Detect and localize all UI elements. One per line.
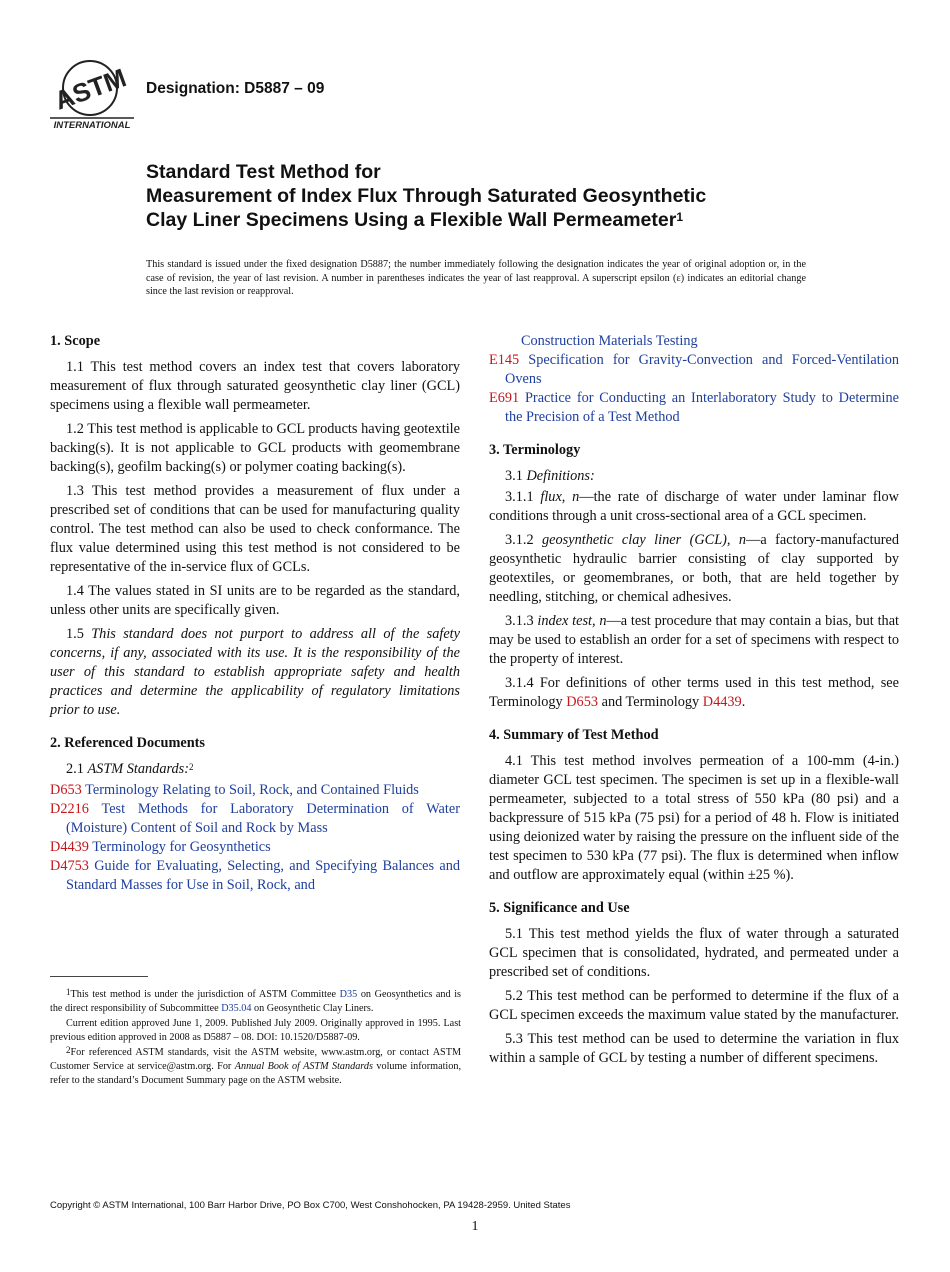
footnote-2-text-a: For referenced ASTM standards, visit the ASTM website, www.astm.org, or contact ASTM Customer Service at service@astm.org. For xyxy=(50,1047,461,1072)
footnote-2-italic: Annual Book of ASTM Standards xyxy=(234,1060,373,1072)
term-name: index test, n xyxy=(537,613,607,629)
significance-heading: 5. Significance and Use xyxy=(489,900,630,916)
ref-title: Terminology for Geosynthetics xyxy=(92,839,271,855)
term-text: —a test procedure that may contain a bias, but that may be used to establish an order for a set of specimens with respect to the property of interest. xyxy=(489,613,900,667)
definitions-num: 3.1 xyxy=(505,468,523,484)
issue-notice: This standard is issued under the fixed designation D5887; the number immediately following the designation indicates the year of original adoption or, in the case of revision, the year of last revision. A number in parentheses indicates the year of last reapproval. A superscript epsilon (ε) indicates an editorial change since the last revision or reapproval. xyxy=(146,259,806,297)
term-other-text-a: 3.1.4 For definitions of other terms used in this test method, see Terminology xyxy=(489,675,899,710)
ref-code: E691 xyxy=(489,390,520,406)
copyright: Copyright © ASTM International, 100 Barr Harbor Drive, PO Box C700, West Conshohocken, PA 19428-2959. United States xyxy=(50,1200,571,1211)
footnote-1 xyxy=(50,988,461,1015)
section-significance xyxy=(489,899,899,1068)
d653-link[interactable]: D653 xyxy=(566,694,599,710)
term-text: —the rate of discharge of water under laminar flow conditions through a unit cross-sectional area of a GCL specimen. xyxy=(489,489,899,524)
definitions-label xyxy=(489,467,899,486)
ref-d2216[interactable] xyxy=(50,800,460,838)
astm-logo xyxy=(50,58,136,132)
term-other-text-b: and Terminology xyxy=(601,694,700,710)
term-other-text-c: . xyxy=(741,694,746,710)
footnote-2-mark: 2 xyxy=(66,1045,71,1056)
term-other xyxy=(489,674,899,712)
footnote-1-mark: 1 xyxy=(66,987,71,997)
footnote-1-text-a: This test method is under the jurisdiction of ASTM Committee xyxy=(70,989,337,1000)
summary-p1: 4.1 This test method involves permeation of a 100-mm (4-in.) diameter GCL test specimen. The specimen is set up in a flexible-wall permeameter, subjected to a total stress of 550 kPa (80 psi) and a backpressure of 515 kPa (75 psi) for a period of 48 h. Flow is initiated using deionized water by raising the pressure on the influent side of the test specimen to 530 kPa (77 psi). The flux is determined when inflow and outflow are approximately equal (within ±25 %). xyxy=(489,753,899,883)
footnote-1-text-b: on Geosynthetics and is the direct responsibility of Subcommittee xyxy=(50,989,462,1014)
footnotes xyxy=(50,988,461,1089)
title-line-3 xyxy=(146,208,846,232)
ref-code: D653 xyxy=(50,782,82,798)
ref-d653[interactable] xyxy=(50,781,460,800)
footnote-rule xyxy=(50,976,148,977)
scope-p3: 1.3 This test method provides a measurement of flux under a prescribed set of conditions that can be used for manufacturing quality control. The test method can also be used to check conformance. The flux value determined using this test method is not considered to be representative of the in-service flux of GCLs. xyxy=(50,483,460,575)
scope-p5-text: This standard does not purport to address all of the safety concerns, if any, associated with its use. It is the responsibility of the user of this standard to establish appropriate safety and health practices and determine the applicability of regulatory limitations prior to use. xyxy=(50,626,460,718)
referenced-continued xyxy=(489,332,899,427)
document-title xyxy=(146,160,846,232)
designation: Designation: D5887 – 09 xyxy=(146,80,325,97)
term-flux xyxy=(489,488,899,526)
summary-heading: 4. Summary of Test Method xyxy=(489,727,659,743)
ref-d4753[interactable] xyxy=(50,857,460,895)
section-scope xyxy=(50,332,460,720)
referenced-heading: 2. Referenced Documents xyxy=(50,735,205,751)
left-column xyxy=(50,332,460,909)
title-line-1: Standard Test Method for xyxy=(146,161,381,183)
title-line-2: Measurement of Index Flux Through Saturated Geosynthetic xyxy=(146,185,707,207)
ref-e145[interactable] xyxy=(489,351,899,389)
astm-standards-label xyxy=(50,760,460,779)
committee-link[interactable]: D35 xyxy=(339,989,358,1000)
ref-code: D4753 xyxy=(50,858,89,874)
term-num: 3.1.2 xyxy=(505,532,534,548)
footnote-1-text-c: on Geosynthetic Clay Liners. xyxy=(254,1002,374,1014)
astm-standards-text: ASTM Standards: xyxy=(87,761,189,777)
footnote-2 xyxy=(50,1046,461,1087)
ref-e691[interactable] xyxy=(489,389,899,427)
significance-p2: 5.2 This test method can be performed to determine if the flux of a GCL specimen exceeds the maximum value stated by the manufacturer. xyxy=(489,988,899,1023)
logo-text: ASTM xyxy=(50,62,131,116)
ref-d4753-continued[interactable]: Construction Materials Testing xyxy=(521,333,698,349)
title-line-3-text: Clay Liner Specimens Using a Flexible Wall Permeameter xyxy=(146,209,677,231)
ref-d4439[interactable] xyxy=(50,838,460,857)
term-name: flux, n xyxy=(540,489,580,505)
scope-p1: 1.1 This test method covers an index test that covers laboratory measurement of flux through saturated geosynthetic clay liner (GCL) specimens using a flexible wall permeameter. xyxy=(50,359,460,413)
footnote-edition: Current edition approved June 1, 2009. Published July 2009. Originally approved in 1995. Last previous edition approved in 2008 as D5887 – 08. DOI: 10.1520/D5887-09. xyxy=(50,1018,461,1043)
logo-subtext: INTERNATIONAL xyxy=(53,120,131,131)
ref-title: Practice for Conducting an Interlaboratory Study to Determine the Precision of a Test Method xyxy=(505,390,899,425)
footnote-2-text-b: volume information, refer to the standard’s Document Summary page on the ASTM website. xyxy=(50,1060,461,1086)
page-number: 1 xyxy=(471,1219,479,1234)
terminology-heading: 3. Terminology xyxy=(489,442,581,458)
term-text: —a factory-manufactured geosynthetic hydraulic barrier consisting of clay supported by geotextiles, or geomembranes, or both, that are held together by needling, stitching, or chemical adhesives. xyxy=(489,532,900,605)
ref-title: Specification for Gravity-Convection and Forced-Ventilation Ovens xyxy=(505,352,899,387)
right-column xyxy=(489,332,899,1082)
astm-standards-num: 2.1 xyxy=(66,761,84,777)
term-num: 3.1.1 xyxy=(505,489,534,505)
section-referenced xyxy=(50,734,460,895)
definitions-text: Definitions: xyxy=(526,468,595,484)
section-terminology xyxy=(489,441,899,712)
scope-heading: 1. Scope xyxy=(50,333,101,349)
scope-p5-num: 1.5 xyxy=(66,626,84,642)
section-summary xyxy=(489,726,899,885)
ref-title: Terminology Relating to Soil, Rock, and Contained Fluids xyxy=(85,782,419,798)
term-name: geosynthetic clay liner (GCL), n xyxy=(542,532,747,548)
astm-standards-mark: 2 xyxy=(189,762,194,772)
scope-p2: 1.2 This test method is applicable to GCL products having geotextile backing(s). It is not applicable to GCL products with geomembrane backing(s), geofilm backing(s) or polymer coating backing(s). xyxy=(50,421,460,475)
term-gcl xyxy=(489,531,899,607)
ref-title: Test Methods for Laboratory Determination of Water (Moisture) Content of Soil and Rock by Mass xyxy=(66,801,460,836)
subcommittee-link[interactable]: D35.04 xyxy=(221,1002,252,1014)
ref-code: D2216 xyxy=(50,801,89,817)
scope-p5 xyxy=(50,625,460,720)
title-footnote-mark: 1 xyxy=(676,210,684,224)
ref-code: D4439 xyxy=(50,839,89,855)
significance-p1: 5.1 This test method yields the flux of water through a saturated GCL specimen that is consolidated, hydrated, and permeated under a prescribed set of conditions. xyxy=(489,926,899,980)
d4439-link[interactable]: D4439 xyxy=(702,694,742,710)
term-index-test xyxy=(489,612,899,669)
term-num: 3.1.3 xyxy=(505,613,534,629)
scope-p4: 1.4 The values stated in SI units are to be regarded as the standard, unless other units are specifically given. xyxy=(50,583,460,618)
ref-title: Guide for Evaluating, Selecting, and Specifying Balances and Standard Masses for Use in Soil, Rock, and xyxy=(66,858,460,893)
significance-p3: 5.3 This test method can be used to determine the variation in flux within a sample of GCL by testing a number of different specimens. xyxy=(489,1031,899,1066)
ref-code: E145 xyxy=(489,352,520,368)
